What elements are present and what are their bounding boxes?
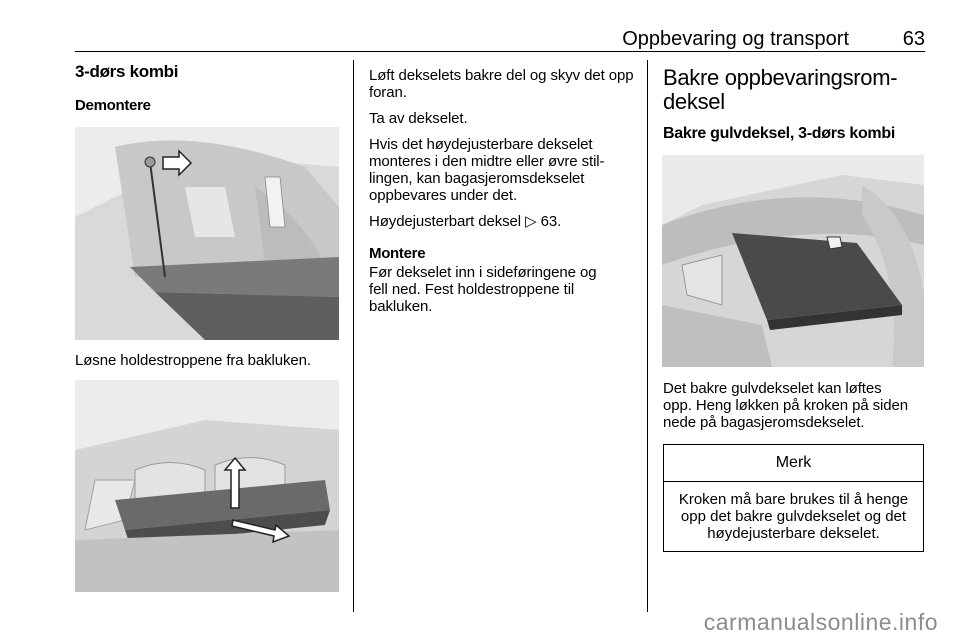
paragraph-install: Før dekselet inn i sideføringene og fell ned. Fest holdestroppene til bakluken. <box>369 264 597 315</box>
column-3 <box>663 66 933 144</box>
subheading-rear-floor-cover: Bakre gulvdeksel, 3-dørs kombi <box>663 125 895 142</box>
note-body: Kroken må bare brukes til å henge opp det bakre gulvdekselet og det høydejusterbare dekselet. <box>678 491 909 542</box>
crossref-arrow-icon[interactable]: ▷ <box>525 213 537 230</box>
header-rule <box>75 51 925 52</box>
illustration-cover-straps <box>75 127 339 340</box>
paragraph-lift-cover: Løft dekselets bakre del og skyv det opp foran. <box>369 67 634 101</box>
caption-loosen-straps: Løsne holdestroppene fra bakluken. <box>75 352 311 369</box>
chapter-title: Oppbevaring og transport <box>622 28 849 50</box>
section-heading-3door: 3-dørs kombi <box>75 62 179 81</box>
paragraph-storage: Hvis det høydejusterbare dekselet monteres i den midtre eller øvre stil- lingen, kan bagasjeromsdekselet oppbevares under det. <box>369 136 605 204</box>
note-title: Merk <box>664 445 923 482</box>
paragraph-remove-cover: Ta av dekselet. <box>369 110 468 127</box>
note-box <box>663 444 924 552</box>
subheading-montere: Montere <box>369 245 426 262</box>
page-number: 63 <box>902 28 925 50</box>
subheading-demontere: Demontere <box>75 97 151 114</box>
column-divider-1 <box>353 60 354 612</box>
watermark-text: carmanualsonline.info <box>703 609 938 635</box>
figure-remove-cover <box>75 380 339 592</box>
page-header <box>75 28 925 50</box>
crossref-page[interactable]: 63. <box>540 213 562 230</box>
section-heading-rear-storage: Bakre oppbevaringsrom- deksel <box>663 65 898 114</box>
column-1 <box>75 62 343 115</box>
paragraph-floor-cover: Det bakre gulvdekselet kan løftes opp. Heng løkken på kroken på siden nede på bagasjeromsdekselet. <box>663 380 908 431</box>
figure-rear-floor-cover <box>662 155 924 367</box>
column-2 <box>369 67 639 315</box>
illustration-rear-floor-cover <box>662 155 924 367</box>
illustration-remove-cover <box>75 380 339 592</box>
column-divider-2 <box>647 60 648 612</box>
paragraph-crossref: Høydejusterbart deksel ▷ 63. <box>369 213 562 230</box>
figure-cover-straps <box>75 127 339 340</box>
